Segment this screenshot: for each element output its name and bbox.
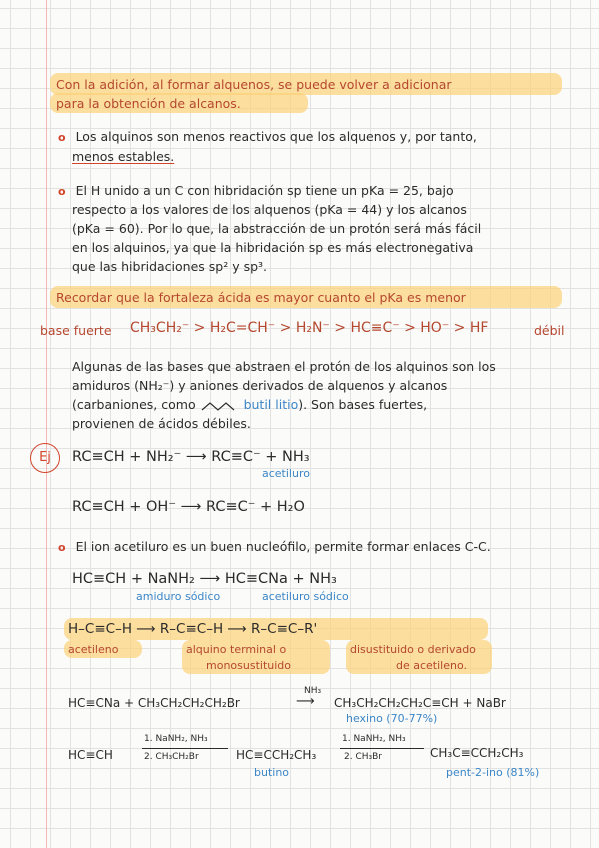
bullet-icon: o [58,131,66,144]
butyllithium-label: butil litio [243,397,299,412]
base-scale-left: base fuerte [40,323,112,338]
reaction-2: RC≡CH + OH⁻ ⟶ RC≡C⁻ + H₂O [72,499,305,515]
bases-line-3a: (carbaniones, como [72,397,196,412]
reaction-arrow [142,748,228,749]
bullet-3-text: El ion acetiluro es un buen nucleófilo, permite formar enlaces C-C. [75,539,491,554]
reaction-4-over: NH₃ [304,686,322,696]
reaction-3-label-right: acetiluro sódico [262,590,349,603]
bullet-2-line-2: respecto a los valores de los alquenos (pKa = 44) y los alcanos [72,202,467,217]
reaction-5-step2-under: 2. CH₃Br [344,752,382,762]
reminder: Recordar que la fortaleza ácida es mayor cuanto el pKa es menor [56,290,466,305]
reaction-5-middle-label: butino [254,766,290,779]
arrow-icon: ⟶ [296,694,315,709]
reaction-1-label: acetiluro [262,467,310,480]
bullet-icon: o [58,541,66,554]
reaction-4-label: hexino (70-77%) [346,712,438,725]
bases-line-1: Algunas de las bases que abstraen el protón de los alquinos son los [72,359,496,374]
bases-line-3c: ). Son bases fuertes, [298,397,428,412]
bases-line-3 [72,396,427,413]
reaction-3: HC≡CH + NaNH₂ ⟶ HC≡CNa + NH₃ [72,571,337,587]
reaction-5-step1-over: 1. NaNH₂, NH₃ [144,734,208,744]
bullet-1-text: Los alquinos son menos reactivos que los alquenos y, por tanto, [75,129,477,144]
base-scale-series: CH₃CH₂⁻ > H₂C=CH⁻ > H₂N⁻ > HC≡C⁻ > HO⁻ > HF [130,320,489,336]
reaction-5-product-label: pent-2-ino (81%) [446,766,540,779]
example-badge: Ej [30,443,60,473]
bases-line-2: amiduros (NH₂⁻) y aniones derivados de alquenos y alcanos [72,378,448,393]
reaction-5-step2-over: 1. NaNH₂, NH₃ [342,734,406,744]
reaction-arrow [340,748,424,749]
bullet-1-line-2: menos estables. [72,149,175,164]
scheme-label-1: acetileno [68,643,119,656]
scheme-label-3b: de acetileno. [396,659,468,672]
reaction-4-left: HC≡CNa + CH₃CH₂CH₂CH₂Br [68,696,240,710]
bullet-3 [58,538,491,556]
base-scale-right: débil [534,323,565,338]
reaction-1: RC≡CH + NH₂⁻ ⟶ RC≡C⁻ + NH₃ [72,449,310,465]
bullet-2-text: El H unido a un C con hibridación sp tiene un pKa = 25, bajo [75,183,454,198]
reaction-3-label-left: amiduro sódico [136,590,221,603]
bullet-icon: o [58,185,66,198]
scheme-label-2b: monosustituido [206,659,292,672]
scheme-equation: H–C≡C–H ⟶ R–C≡C–H ⟶ R–C≡C–R' [68,621,318,637]
scheme-label-3a: disustituido o derivado [350,643,476,656]
reaction-5-step1-under: 2. CH₃CH₂Br [144,752,199,762]
scheme-label-2a: alquino terminal o [186,643,287,656]
margin-line [46,0,47,848]
bullet-2-line-3: (pKa = 60). Por lo que, la abstracción de un protón será más fácil [72,221,482,236]
reaction-5-middle: HC≡CCH₂CH₃ [236,748,317,762]
reaction-4-right: CH₃CH₂CH₂CH₂C≡CH + NaBr [334,696,506,710]
bullet-1-line-1 [58,128,477,146]
reaction-5-start: HC≡CH [68,748,113,762]
intro-line-1: Con la adición, al formar alquenos, se puede volver a adicionar [56,77,452,92]
zigzag-chain-icon [200,400,240,412]
reaction-5-product: CH₃C≡CCH₂CH₃ [430,746,524,760]
intro-line-2: para la obtención de alcanos. [56,96,241,111]
bullet-2-line-1 [58,182,454,200]
bullet-2-line-4: en los alquinos, ya que la hibridación sp es más electronegativa [72,240,474,255]
bases-line-4: provienen de ácidos débiles. [72,416,251,431]
bullet-2-line-5: que las hibridaciones sp² y sp³. [72,259,268,274]
